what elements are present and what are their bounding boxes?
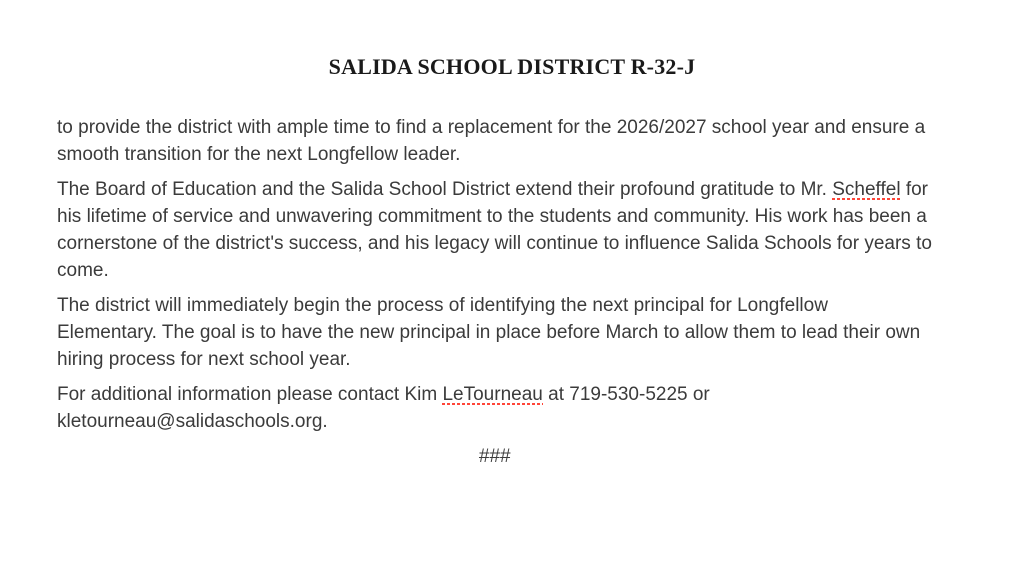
paragraph-text: For additional information please contact Kim	[57, 384, 443, 405]
misspelled-word-scheffel: Scheffel	[832, 179, 901, 200]
page-title: SALIDA SCHOOL DISTRICT R-32-J	[328, 54, 696, 79]
paragraph-transition	[57, 114, 932, 168]
paragraph-text: The district will immediately begin the process of identifying the next principal for Longfellow Elementary. The goal is to have the new principal in place before March to allow them to lead their own hiring process for next school year.	[57, 295, 921, 370]
paragraph-text: The Board of Education and the Salida School District extend their profound gratitude to Mr.	[57, 179, 833, 200]
paragraph-next-principal	[57, 292, 932, 373]
paragraph-text: for his lifetime of service and unwavering commitment to the students and community. His work has been a cornerstone of the district's success, and his legacy will continue to influence Salida Schools for years to come.	[57, 179, 932, 281]
misspelled-word-letourneau: LeTourneau	[442, 384, 543, 405]
paragraph-gratitude	[57, 176, 932, 284]
paragraph-contact-info	[57, 381, 932, 435]
paragraph-text: to provide the district with ample time to find a replacement for the 2026/2027 school year and ensure a smooth transition for the next Longfellow leader.	[57, 117, 926, 165]
paragraph-text: at 719-530-5225 or kletourneau@salidaschools.org.	[57, 384, 710, 432]
end-mark: ###	[478, 446, 511, 467]
press-release-body	[57, 114, 932, 470]
